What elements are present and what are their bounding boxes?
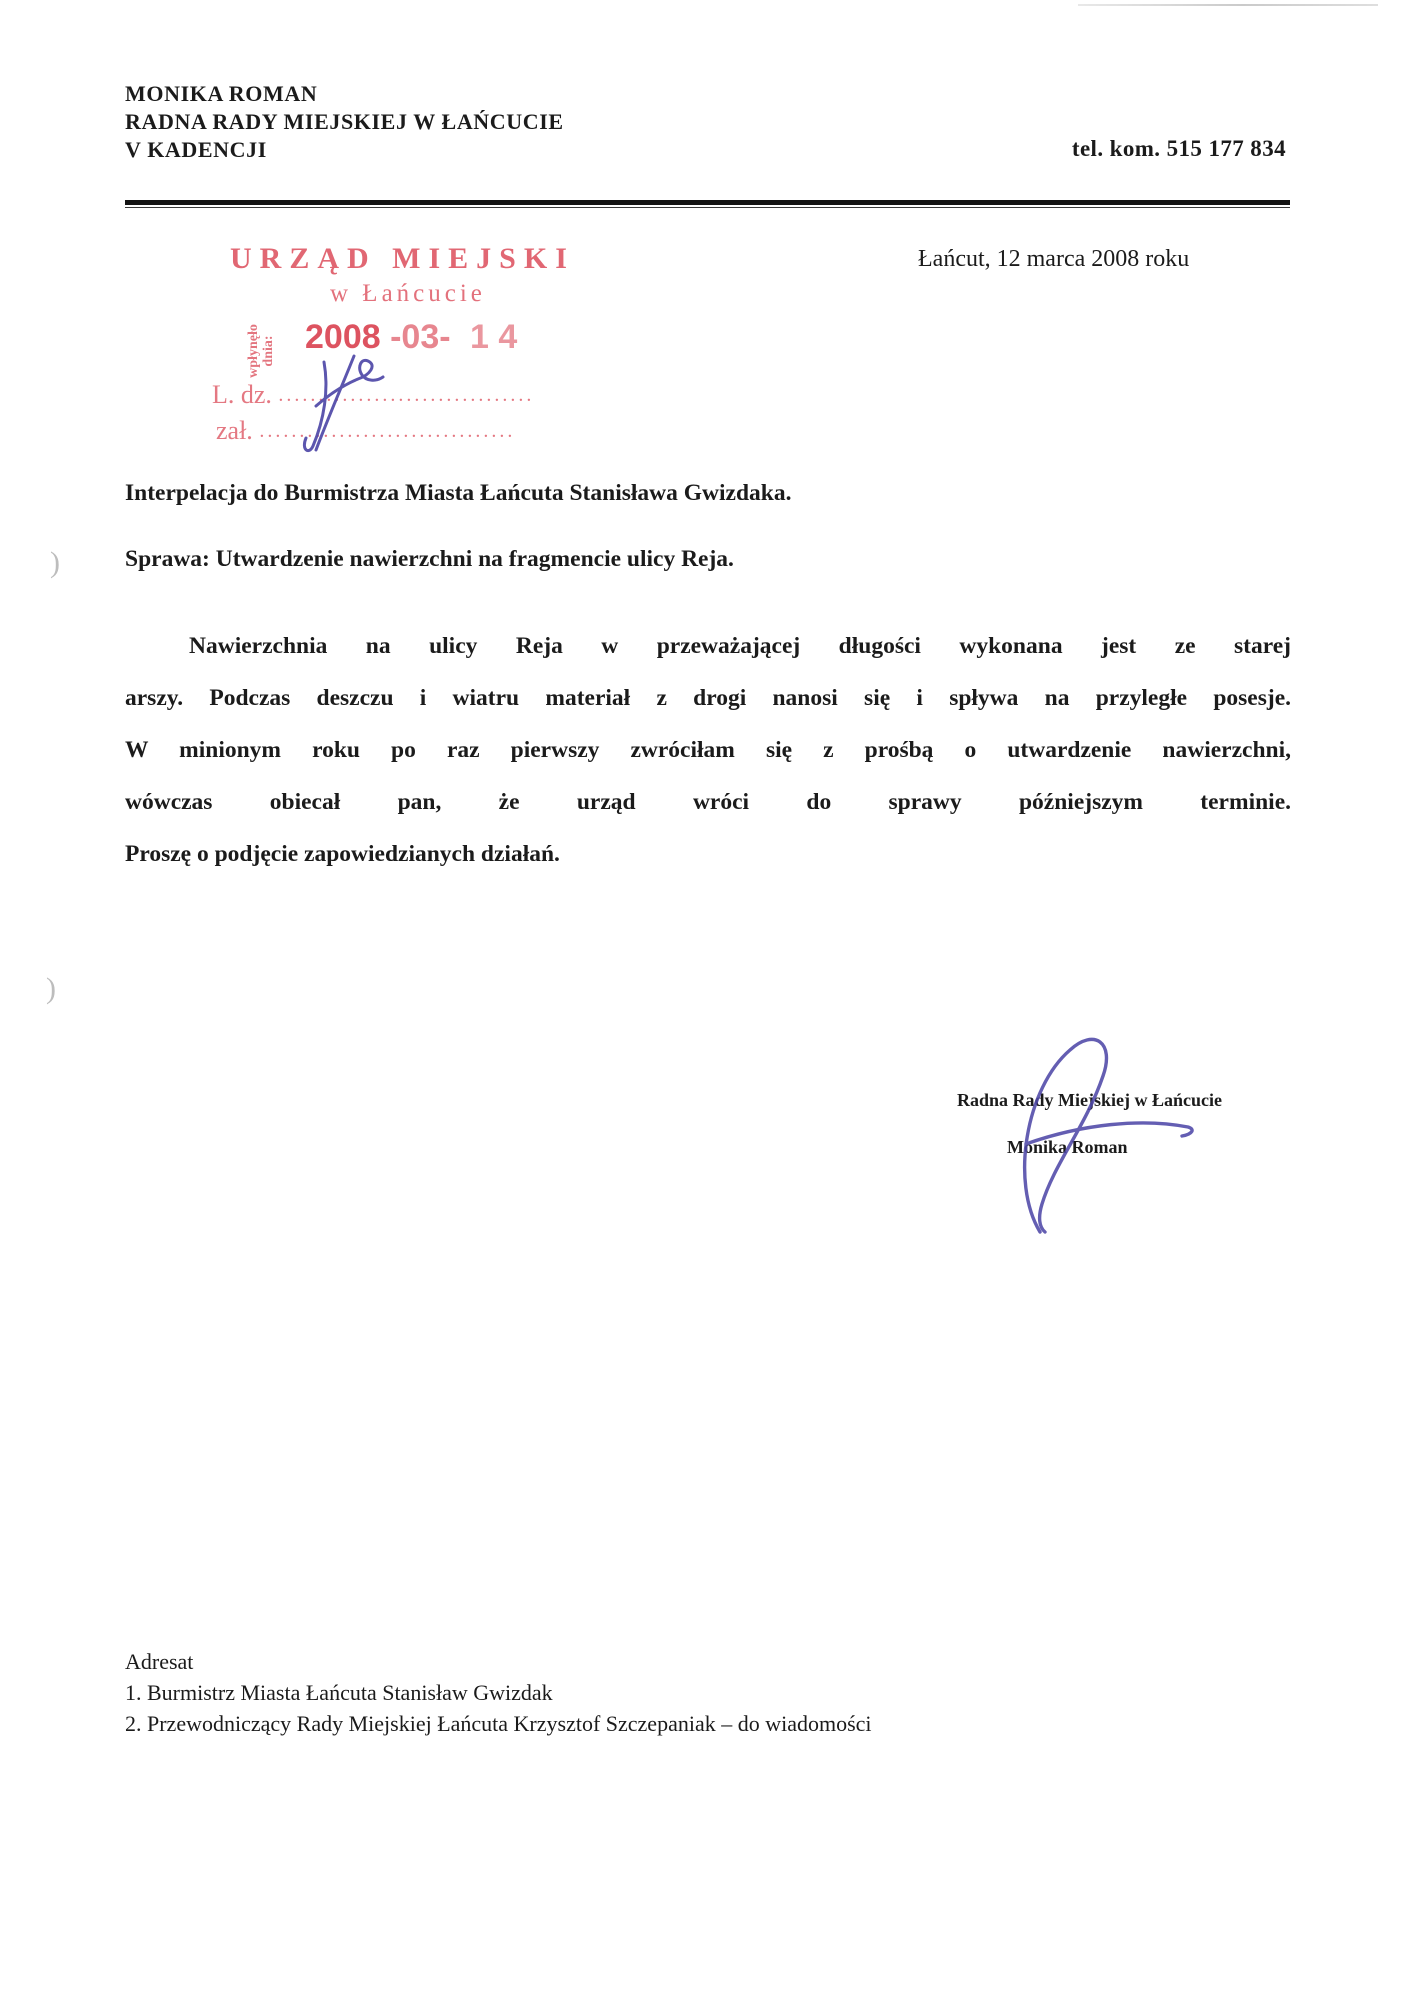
stamp-date-year: 2008	[305, 318, 381, 356]
subject-line: Sprawa: Utwardzenie nawierzchni na fragmencie ulicy Reja.	[125, 546, 734, 572]
body-line: arszy. Podczas deszczu i wiatru materiał z drogi nanosi się i spływa na przyległe posesje.	[125, 685, 1291, 711]
stamp-zal-label: zał.	[216, 416, 253, 445]
dateline: Łańcut, 12 marca 2008 roku	[918, 246, 1190, 272]
body-line: Proszę o podjęcie zapowiedzianych działań.	[125, 841, 560, 867]
addressee-item: 1. Burmistrz Miasta Łańcuta Stanisław Gwizdak	[125, 1680, 553, 1705]
scan-artifact-paren: )	[50, 546, 60, 579]
stamp-zal-dots: ................................	[259, 420, 516, 442]
stamp-received-label: wpłynęło dnia:	[246, 324, 276, 378]
body-paragraph	[125, 620, 1291, 880]
sender-phone: tel. kom. 515 177 834	[1071, 136, 1286, 161]
sender-role: RADNA RADY MIEJSKIEJ W ŁAŃCUCIE	[125, 109, 564, 134]
signature-name: Monika Roman	[1007, 1137, 1128, 1157]
scan-artifact-paren: )	[46, 972, 56, 1005]
signature-ink	[982, 1032, 1202, 1242]
stamp-office-city: w Łańcucie	[330, 280, 486, 307]
sender-name: MONIKA ROMAN	[125, 81, 318, 106]
body-line: Nawierzchnia na ulicy Reja w przeważającej długości wykonana jest ze starej	[189, 633, 1291, 659]
interpellation-title: Interpelacja do Burmistrza Miasta Łańcuta Stanisława Gwizdaka.	[125, 480, 792, 506]
addressee-item: 2. Przewodniczący Rady Miejskiej Łańcuta Krzysztof Szczepaniak – do wiadomości	[125, 1711, 872, 1736]
stamp-date-month: -03-	[390, 318, 451, 356]
scan-artifact-line	[1078, 4, 1378, 6]
handwritten-note-ink	[266, 348, 406, 458]
footer-addressees	[125, 1646, 872, 1739]
stamp-ldz-label: L. dz.	[212, 380, 272, 409]
sender-term: V KADENCJI	[125, 137, 267, 162]
addressee-label: Adresat	[125, 1649, 194, 1674]
stamp-date-day: 1 4	[470, 318, 518, 356]
body-line: W minionym roku po raz pierwszy zwróciłam się z prośbą o utwardzenie nawierzchni,	[125, 737, 1291, 763]
letterhead	[125, 80, 564, 164]
stamp-office-name: URZĄD MIEJSKI	[230, 242, 575, 275]
stamp-ldz-dots: ................................	[278, 384, 535, 406]
signature-role: Radna Rady Miejskiej w Łańcucie	[957, 1090, 1222, 1110]
body-line: wówczas obiecał pan, że urząd wróci do sprawy późniejszym terminie.	[125, 789, 1291, 815]
header-rule	[125, 200, 1290, 208]
